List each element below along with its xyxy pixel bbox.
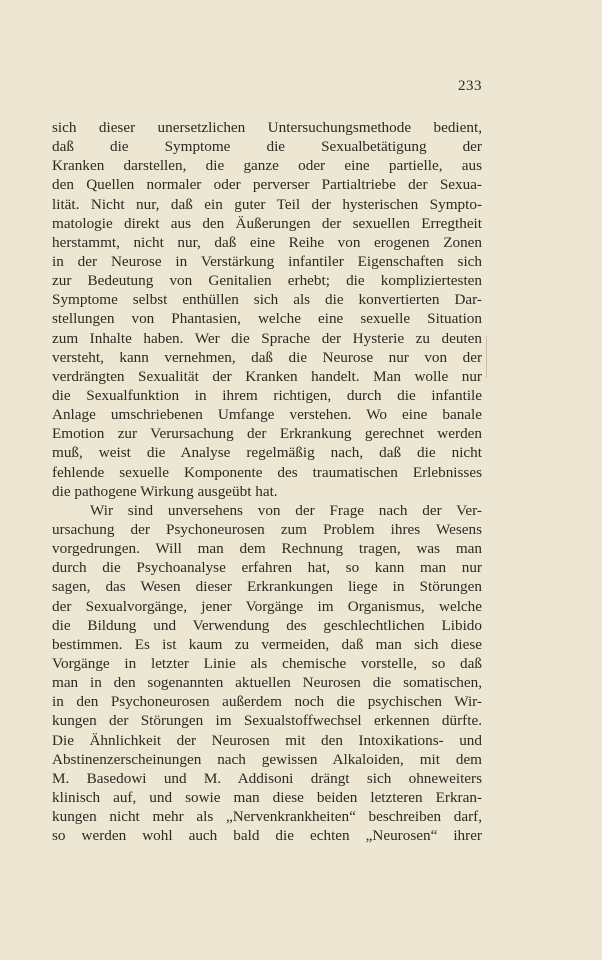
text-line: in den Psychoneurosen außerdem noch die psychischen Wir- [52,693,482,711]
text-line: stellungen von Phantasien, welche eine sexuelle Situation [52,310,482,328]
text-line: die pathogene Wirkung ausgeübt hat. [52,482,278,500]
text-line: herstammt, nicht nur, daß eine Reihe von erogenen Zonen [52,233,482,251]
text-line: klinisch auf, und sowie man diese beiden letzteren Erkran- [52,788,482,806]
text-line: M. Basedowi und M. Addisoni drängt sich ohneweiters [52,769,482,787]
text-line: zur Bedeutung von Genitalien erhebt; die kompliziertesten [52,272,482,290]
text-line: Vorgänge in letzter Linie als chemische vorstelle, so daß [52,654,482,672]
page-number: 233 [458,78,482,94]
body-text [52,118,482,845]
text-line: verdrängten Sexualität der Kranken handelt. Man wolle nur [52,367,482,385]
text-line: der Sexualvorgänge, jener Vorgänge im Organismus, welche [52,597,482,615]
text-line: Die Ähnlichkeit der Neurosen mit den Intoxikations- und [52,731,482,749]
text-line: kungen nicht mehr als „Nervenkrankheiten“ beschreiben darf, [52,808,482,826]
text-line: ursachung der Psychoneurosen zum Problem ihres Wesens [52,520,482,538]
text-line: daß die Symptome die Sexualbetätigung der [52,138,482,156]
text-line: kungen der Störungen im Sexualstoffwechsel erkennen dürfte. [52,712,482,730]
text-line: die Bildung und Verwendung des geschlechtlichen Libido [52,616,482,634]
text-line: sagen, das Wesen dieser Erkrankungen liege in Störungen [52,578,482,596]
text-line: fehlende sexuelle Komponente des traumatischen Erlebnisses [52,463,482,481]
text-line: Wir sind unversehens von der Frage nach der Ver- [90,501,482,519]
text-line: Symptome selbst enthüllen sich als die konvertierten Dar- [52,291,482,309]
text-line: durch die Psychoanalyse erfahren hat, so kann man nur [52,559,482,577]
text-line: den Quellen normaler oder perverser Partialtriebe der Sexua- [52,176,482,194]
text-line: zum Inhalte haben. Wer die Sprache der Hysterie zu deuten [52,329,482,347]
text-line: in der Neurose in Verstärkung infantiler Eigenschaften sich [52,252,482,270]
text-line: sich dieser unersetzlichen Untersuchungsmethode bedient, [52,119,482,136]
text-line: lität. Nicht nur, daß ein guter Teil der hysterischen Sympto- [52,195,482,213]
text-line: Kranken darstellen, die ganze oder eine partielle, aus [52,157,482,175]
text-line: vorgedrungen. Will man dem Rechnung tragen, was man [52,540,482,558]
text-line: bestimmen. Es ist kaum zu vermeiden, daß man sich diese [52,635,482,653]
text-line: Emotion zur Verursachung der Erkrankung gerechnet werden [52,425,482,443]
text-line: matologie direkt aus den Äußerungen der sexuellen Erregtheit [52,214,482,232]
text-line: Abstinenzerscheinungen nach gewissen Alkaloiden, mit dem [52,750,482,768]
text-line: muß, weist die Analyse regelmäßig nach, daß die nicht [52,444,482,462]
text-line: so werden wohl auch bald die echten „Neurosen“ ihrer [52,827,482,845]
paragraph [52,501,482,846]
text-line: man in den sogenannten aktuellen Neurosen die somatischen, [52,674,482,692]
page-edge-mark [486,336,487,378]
text-line: Anlage umschriebenen Umfange verstehen. Wo eine banale [52,406,482,424]
paragraph [52,118,482,501]
text-line: versteht, kann vernehmen, daß die Neurose nur von der [52,348,482,366]
text-line: die Sexualfunktion in ihrem richtigen, durch die infantile [52,386,482,404]
